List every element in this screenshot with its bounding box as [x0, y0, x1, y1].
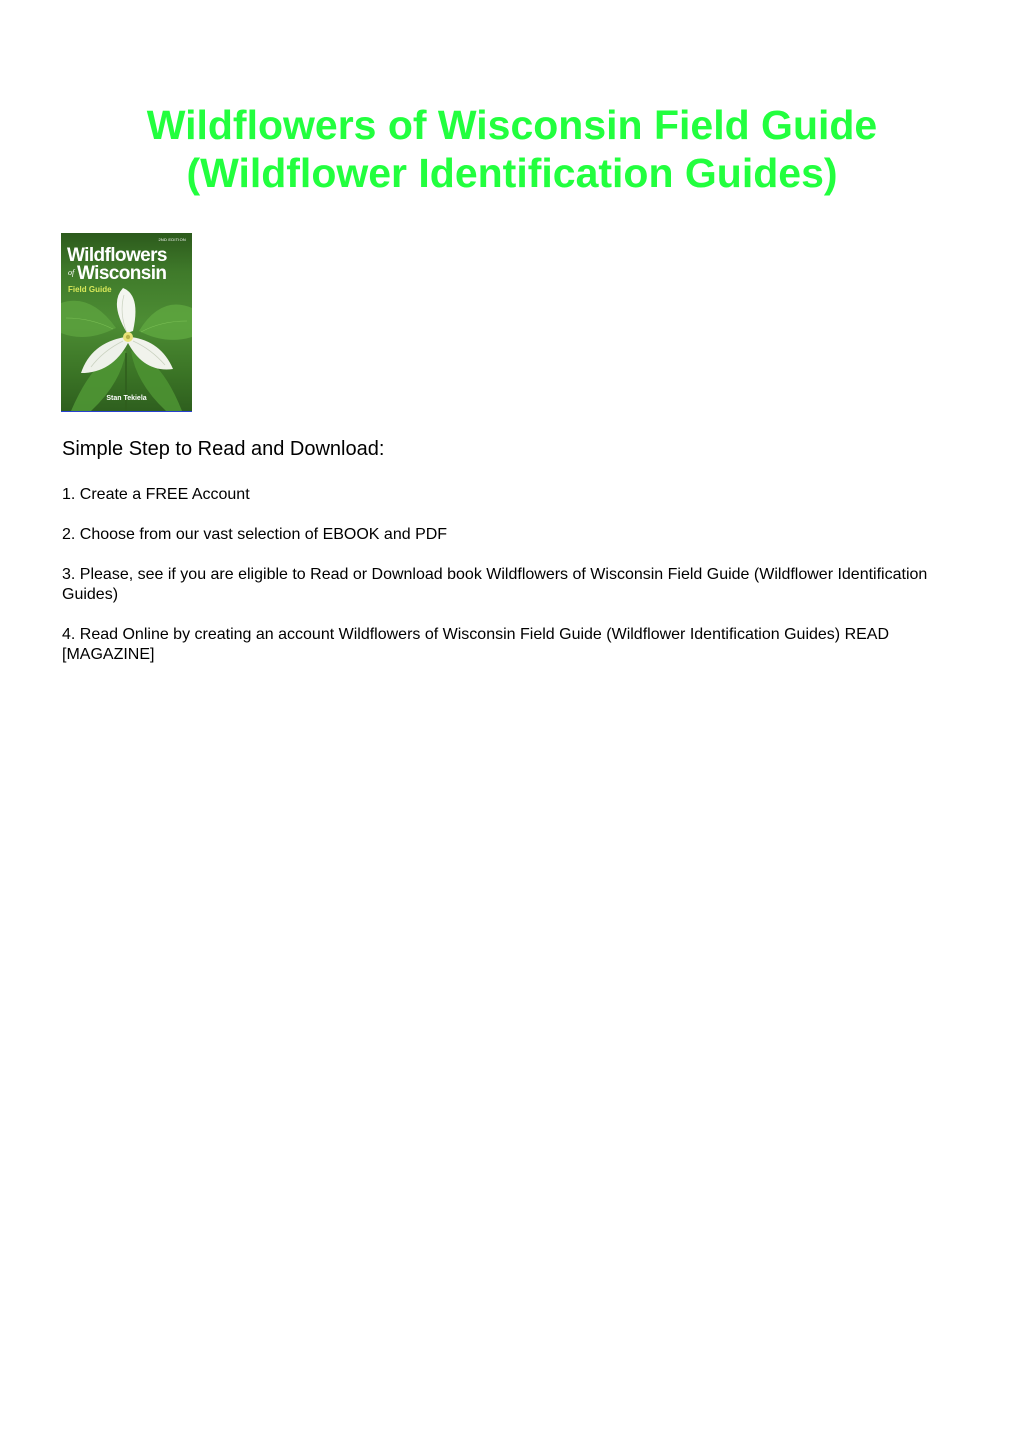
cover-subtitle: Field Guide — [68, 285, 112, 294]
step-4: 4. Read Online by creating an account Wildflowers of Wisconsin Field Guide (Wildflower Identification Guides) READ [MAGAZINE] — [62, 626, 890, 663]
cover-author: Stan Tekiela — [106, 395, 147, 402]
page-title: Wildflowers of Wisconsin Field Guide (Wildflower Identification Guides) — [146, 102, 878, 196]
step-2: 2. Choose from our vast selection of EBOOK and PDF — [62, 526, 448, 543]
steps-list — [62, 485, 952, 685]
cover-title-line2: Wisconsin — [77, 263, 167, 284]
cover-title-line1: Wildflowers — [67, 245, 167, 266]
cover-link-underline — [61, 411, 192, 412]
step-1: 1. Create a FREE Account — [62, 486, 250, 503]
step-3: 3. Please, see if you are eligible to Read or Download book Wildflowers of Wisconsin Field Guide (Wildflower Identification Guides) — [62, 566, 928, 603]
section-heading: Simple Step to Read and Download: — [62, 438, 385, 460]
book-cover-link[interactable] — [61, 233, 192, 413]
cover-edition-label: 2ND EDITION — [158, 237, 186, 242]
cover-title-of: of — [68, 268, 75, 277]
book-cover-image — [61, 233, 192, 411]
